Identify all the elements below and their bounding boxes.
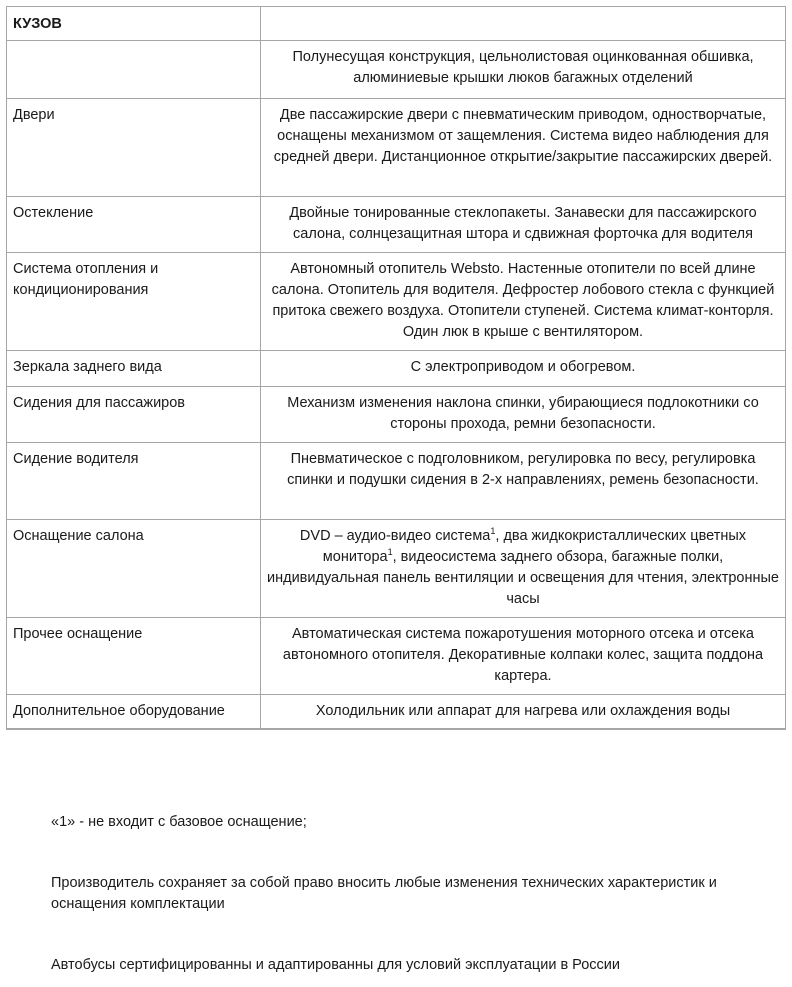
table-row xyxy=(7,99,786,197)
row-label: Прочее оснащение xyxy=(7,618,261,695)
section-title-value xyxy=(261,7,786,41)
row-label: Дополнительное оборудование xyxy=(7,695,261,730)
table-header-row xyxy=(7,7,786,41)
row-label xyxy=(7,41,261,99)
table-row xyxy=(7,443,786,520)
row-value: Полунесущая конструкция, цельнолистовая оцинкованная обшивка, алюминиевые крышки люков багажных отделений xyxy=(261,41,786,99)
row-value: Холодильник или аппарат для нагрева или охлаждения воды xyxy=(261,695,786,730)
row-value: Механизм изменения наклона спинки, убирающиеся подлокотники со стороны прохода, ремни безопасности. xyxy=(261,387,786,443)
row-label: Зеркала заднего вида xyxy=(7,351,261,387)
footnote-marker: 1 xyxy=(387,547,393,558)
row-value: Двойные тонированные стеклопакеты. Занавески для пассажирского салона, солнцезащитная штора и сдвижная форточка для водителя xyxy=(261,197,786,253)
section-title: КУЗОВ xyxy=(7,7,261,41)
row-value: С электроприводом и обогревом. xyxy=(261,351,786,387)
row-value: Пневматическое с подголовником, регулировка по весу, регулировка спинки и подушки сидения в 2-х направлениях, ремень безопасности. xyxy=(261,443,786,520)
row-label: Оснащение салона xyxy=(7,520,261,618)
table-row xyxy=(7,618,786,695)
table-row xyxy=(7,253,786,351)
row-value-part: , видеосистема заднего обзора, багажные полки, индивидуальная панель вентиляции и освещения для чтения, электронные часы xyxy=(267,549,779,607)
footnote-manufacturer-rights: Производитель сохраняет за собой право вносить любые изменения технических характеристик и оснащения комплектации xyxy=(51,875,717,912)
row-label: Система отопления и кондиционирования xyxy=(7,253,261,351)
footnote-certification: Автобусы сертифицированны и адаптированны для условий эксплуатации в России xyxy=(51,957,620,973)
table-row xyxy=(7,41,786,99)
row-value: Автономный отопитель Websto. Настенные отопители по всей длине салона. Отопитель для водителя. Дефростер лобового стекла с функцией притока свежего воздуха. Отопители ступеней. Система климат-конторля. Один люк в крыше с вентилятором. xyxy=(261,253,786,351)
footnote-marker: 1 xyxy=(490,526,496,537)
row-value-part: , два жидкокристаллических цветных монитора xyxy=(322,528,747,565)
footnote-base-equipment: «1» - не входит с базовое оснащение; xyxy=(51,814,307,830)
row-value-part: DVD – аудио-видео система xyxy=(299,528,491,544)
spec-table xyxy=(6,6,786,730)
table-row xyxy=(7,197,786,253)
row-label: Двери xyxy=(7,99,261,197)
row-label: Остекление xyxy=(7,197,261,253)
table-row xyxy=(7,695,786,730)
row-value: Автоматическая система пожаротушения моторного отсека и отсека автономного отопителя. Декоративные колпаки колес, защита поддона картера. xyxy=(261,618,786,695)
table-row xyxy=(7,520,786,618)
row-label: Сидения для пассажиров xyxy=(7,387,261,443)
row-value xyxy=(261,520,786,618)
table-row xyxy=(7,387,786,443)
row-label: Сидение водителя xyxy=(7,443,261,520)
row-value: Две пассажирские двери с пневматическим приводом, одностворчатые, оснащены механизмом от защемления. Система видео наблюдения для средней двери. Дистанционное открытие/закрытие пассажирских дверей. xyxy=(261,99,786,197)
table-row xyxy=(7,351,786,387)
